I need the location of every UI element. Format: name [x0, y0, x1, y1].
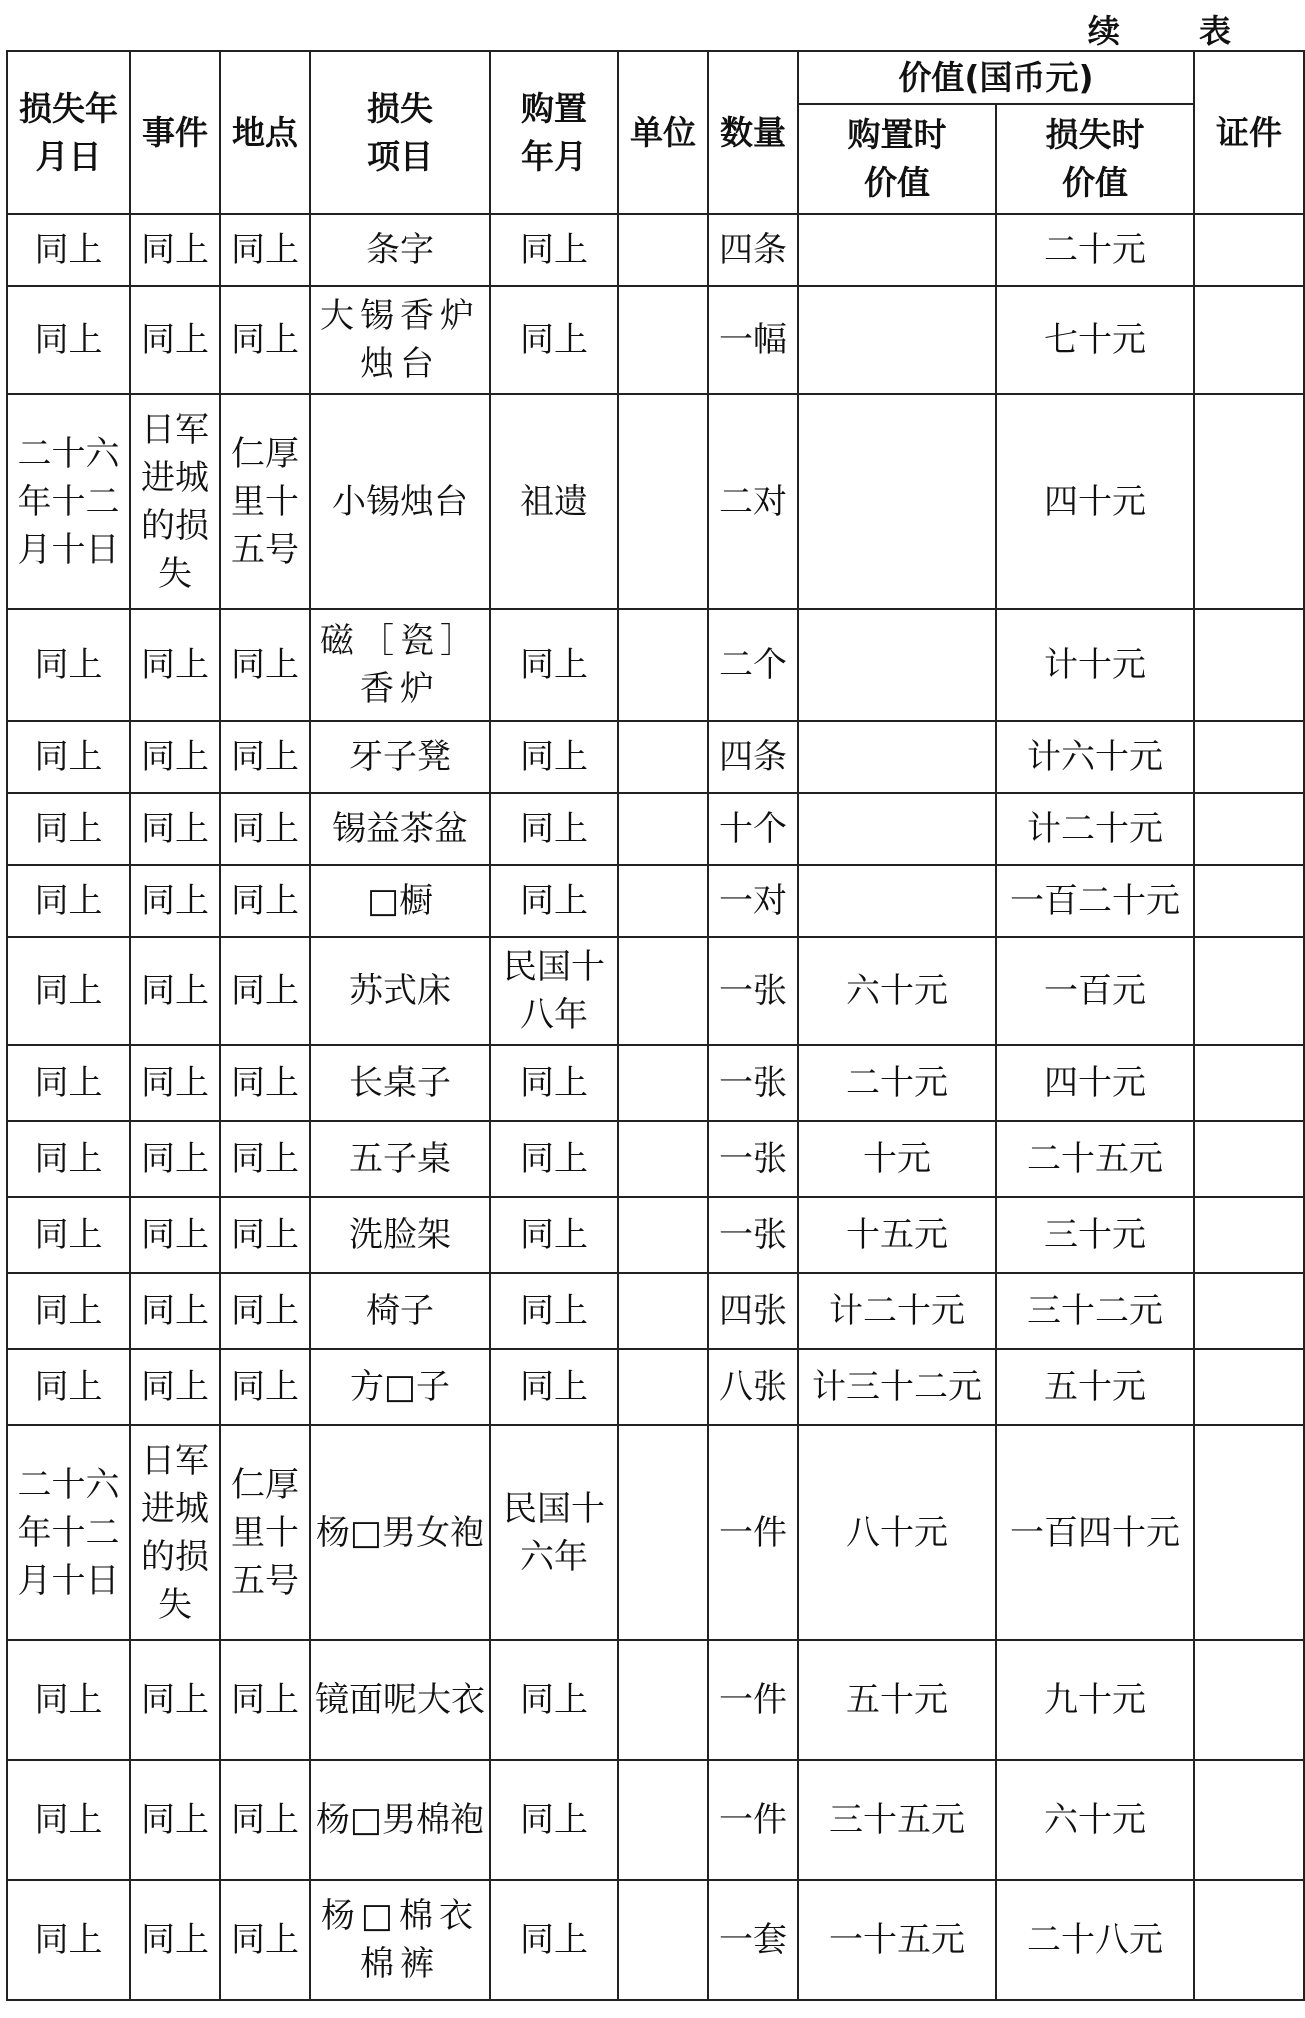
cell-event: 日军进城的损失	[130, 394, 220, 609]
cell-item: 小锡烛台	[310, 394, 490, 609]
cell-place: 同上	[220, 1349, 310, 1425]
cell-value-purchase: 二十元	[798, 1045, 996, 1121]
cell-quantity: 一件	[708, 1640, 798, 1760]
cell-item: 五子桌	[310, 1121, 490, 1197]
cell-value-loss: 一百元	[996, 937, 1194, 1045]
cell-value-purchase	[798, 286, 996, 394]
header-document: 证件	[1194, 51, 1304, 214]
cell-quantity: 一件	[708, 1760, 798, 1880]
cell-purchase-date: 同上	[490, 1045, 618, 1121]
cell-unit	[618, 1197, 708, 1273]
header-value-group: 价值(国币元)	[798, 51, 1194, 104]
cell-event: 同上	[130, 1760, 220, 1880]
table-row	[7, 793, 1304, 865]
header-date: 损失年 月日	[7, 51, 130, 214]
cell-event: 同上	[130, 1197, 220, 1273]
table-row	[7, 1640, 1304, 1760]
cell-value-purchase	[798, 721, 996, 793]
cell-date: 同上	[7, 865, 130, 937]
cell-event: 同上	[130, 286, 220, 394]
cell-document	[1194, 394, 1304, 609]
cell-place: 同上	[220, 214, 310, 286]
cell-place: 仁厚里十五号	[220, 1425, 310, 1640]
cell-quantity: 一件	[708, 1425, 798, 1640]
cell-value-purchase	[798, 394, 996, 609]
cell-date: 同上	[7, 1880, 130, 2000]
cell-place: 同上	[220, 1760, 310, 1880]
cell-place: 同上	[220, 609, 310, 721]
cell-value-loss: 四十元	[996, 394, 1194, 609]
cell-document	[1194, 1349, 1304, 1425]
cell-place: 同上	[220, 1197, 310, 1273]
cell-unit	[618, 793, 708, 865]
table-row	[7, 394, 1304, 609]
cell-unit	[618, 937, 708, 1045]
cell-purchase-date: 同上	[490, 609, 618, 721]
cell-value-loss: 四十元	[996, 1045, 1194, 1121]
cell-place: 同上	[220, 721, 310, 793]
cell-value-purchase	[798, 609, 996, 721]
cell-date: 同上	[7, 214, 130, 286]
cell-purchase-date: 同上	[490, 1273, 618, 1349]
cell-item: 条字	[310, 214, 490, 286]
cell-event: 同上	[130, 793, 220, 865]
cell-place: 同上	[220, 1045, 310, 1121]
cell-unit	[618, 1349, 708, 1425]
cell-date: 同上	[7, 609, 130, 721]
cell-date: 同上	[7, 286, 130, 394]
cell-item: 方□子	[310, 1349, 490, 1425]
cell-purchase-date: 民国十六年	[490, 1425, 618, 1640]
cell-unit	[618, 1121, 708, 1197]
cell-purchase-date: 祖遗	[490, 394, 618, 609]
table-row	[7, 609, 1304, 721]
cell-item: 苏式床	[310, 937, 490, 1045]
cell-item: 洗脸架	[310, 1197, 490, 1273]
cell-unit	[618, 721, 708, 793]
cell-value-loss: 二十五元	[996, 1121, 1194, 1197]
table-row	[7, 1045, 1304, 1121]
cell-unit	[618, 1425, 708, 1640]
cell-date: 同上	[7, 1273, 130, 1349]
cell-value-loss: 二十八元	[996, 1880, 1194, 2000]
cell-date: 同上	[7, 1349, 130, 1425]
cell-purchase-date: 同上	[490, 286, 618, 394]
cell-value-loss: 计二十元	[996, 793, 1194, 865]
cell-purchase-date: 同上	[490, 721, 618, 793]
cell-purchase-date: 同上	[490, 1640, 618, 1760]
cell-value-purchase: 六十元	[798, 937, 996, 1045]
cell-unit	[618, 214, 708, 286]
table-row	[7, 1425, 1304, 1640]
cell-event: 同上	[130, 1273, 220, 1349]
table-row	[7, 721, 1304, 793]
cell-document	[1194, 1640, 1304, 1760]
header-value-purchase: 购置时 价值	[798, 104, 996, 214]
header-unit: 单位	[618, 51, 708, 214]
table-row	[7, 286, 1304, 394]
table-row	[7, 1121, 1304, 1197]
cell-quantity: 四条	[708, 214, 798, 286]
cell-place: 仁厚里十五号	[220, 394, 310, 609]
cell-document	[1194, 937, 1304, 1045]
cell-value-purchase	[798, 793, 996, 865]
cell-item: 磁［瓷］香炉	[310, 609, 490, 721]
header-value-loss: 损失时 价值	[996, 104, 1194, 214]
cell-value-loss: 七十元	[996, 286, 1194, 394]
cell-value-purchase: 十元	[798, 1121, 996, 1197]
cell-date: 同上	[7, 1640, 130, 1760]
cell-date: 同上	[7, 937, 130, 1045]
cell-document	[1194, 1045, 1304, 1121]
cell-place: 同上	[220, 1880, 310, 2000]
cell-unit	[618, 865, 708, 937]
cell-value-loss: 三十二元	[996, 1273, 1194, 1349]
cell-document	[1194, 1273, 1304, 1349]
cell-date: 同上	[7, 1197, 130, 1273]
cell-event: 同上	[130, 721, 220, 793]
cell-purchase-date: 同上	[490, 214, 618, 286]
cell-unit	[618, 394, 708, 609]
cell-document	[1194, 721, 1304, 793]
header-quantity: 数量	[708, 51, 798, 214]
cell-item: 长桌子	[310, 1045, 490, 1121]
table-row	[7, 1197, 1304, 1273]
cell-value-purchase: 计三十二元	[798, 1349, 996, 1425]
header-place: 地点	[220, 51, 310, 214]
cell-value-purchase	[798, 214, 996, 286]
cell-value-loss: 二十元	[996, 214, 1194, 286]
cell-place: 同上	[220, 1273, 310, 1349]
cell-item: 杨□男女袍	[310, 1425, 490, 1640]
cell-event: 同上	[130, 1349, 220, 1425]
header-item: 损失 项目	[310, 51, 490, 214]
cell-value-purchase	[798, 865, 996, 937]
table-row	[7, 1349, 1304, 1425]
cell-document	[1194, 793, 1304, 865]
cell-event: 同上	[130, 609, 220, 721]
cell-purchase-date: 同上	[490, 1197, 618, 1273]
cell-value-loss: 九十元	[996, 1640, 1194, 1760]
cell-date: 同上	[7, 793, 130, 865]
cell-place: 同上	[220, 865, 310, 937]
table-row	[7, 1760, 1304, 1880]
cell-document	[1194, 214, 1304, 286]
cell-document	[1194, 286, 1304, 394]
ledger-body	[7, 214, 1304, 2000]
cell-purchase-date: 民国十八年	[490, 937, 618, 1045]
cell-document	[1194, 1197, 1304, 1273]
cell-date: 二十六年十二月十日	[7, 1425, 130, 1640]
cell-place: 同上	[220, 1121, 310, 1197]
cell-quantity: 十个	[708, 793, 798, 865]
cell-unit	[618, 609, 708, 721]
cell-event: 同上	[130, 1121, 220, 1197]
cell-quantity: 二对	[708, 394, 798, 609]
loss-ledger-table	[6, 50, 1305, 2001]
header-event: 事件	[130, 51, 220, 214]
table-row	[7, 214, 1304, 286]
cell-quantity: 一幅	[708, 286, 798, 394]
cell-purchase-date: 同上	[490, 1349, 618, 1425]
cell-document	[1194, 865, 1304, 937]
cell-value-loss: 三十元	[996, 1197, 1194, 1273]
cell-quantity: 四张	[708, 1273, 798, 1349]
cell-quantity: 一套	[708, 1880, 798, 2000]
cell-document	[1194, 1880, 1304, 2000]
cell-value-purchase: 五十元	[798, 1640, 996, 1760]
cell-unit	[618, 1273, 708, 1349]
cell-value-purchase: 一十五元	[798, 1880, 996, 2000]
cell-date: 同上	[7, 1121, 130, 1197]
cell-place: 同上	[220, 286, 310, 394]
cell-quantity: 一张	[708, 1045, 798, 1121]
cell-purchase-date: 同上	[490, 1880, 618, 2000]
cell-event: 同上	[130, 214, 220, 286]
cell-document	[1194, 1121, 1304, 1197]
cell-value-purchase: 十五元	[798, 1197, 996, 1273]
cell-item: □橱	[310, 865, 490, 937]
cell-document	[1194, 1760, 1304, 1880]
cell-unit	[618, 1760, 708, 1880]
table-row	[7, 1880, 1304, 2000]
cell-value-loss: 五十元	[996, 1349, 1194, 1425]
cell-unit	[618, 1880, 708, 2000]
cell-document	[1194, 609, 1304, 721]
cell-item: 锡益茶盆	[310, 793, 490, 865]
cell-value-loss: 一百二十元	[996, 865, 1194, 937]
cell-place: 同上	[220, 793, 310, 865]
cell-item: 杨□棉衣棉裤	[310, 1880, 490, 2000]
cell-value-purchase: 三十五元	[798, 1760, 996, 1880]
cell-purchase-date: 同上	[490, 1121, 618, 1197]
cell-quantity: 一张	[708, 937, 798, 1045]
cell-event: 同上	[130, 1045, 220, 1121]
cell-value-loss: 六十元	[996, 1760, 1194, 1880]
cell-quantity: 一张	[708, 1197, 798, 1273]
cell-quantity: 四条	[708, 721, 798, 793]
cell-item: 大锡香炉烛台	[310, 286, 490, 394]
cell-purchase-date: 同上	[490, 1760, 618, 1880]
cell-event: 同上	[130, 865, 220, 937]
cell-item: 杨□男棉袍	[310, 1760, 490, 1880]
cell-purchase-date: 同上	[490, 793, 618, 865]
cell-value-purchase: 八十元	[798, 1425, 996, 1640]
cell-unit	[618, 286, 708, 394]
cell-item: 镜面呢大衣	[310, 1640, 490, 1760]
cell-value-loss: 计十元	[996, 609, 1194, 721]
cell-quantity: 二个	[708, 609, 798, 721]
cell-date: 二十六年十二月十日	[7, 394, 130, 609]
cell-value-loss: 计六十元	[996, 721, 1194, 793]
cell-event: 同上	[130, 1640, 220, 1760]
cell-place: 同上	[220, 937, 310, 1045]
continued-label: 续 表	[1087, 12, 1265, 50]
table-row	[7, 1273, 1304, 1349]
cell-value-loss: 一百四十元	[996, 1425, 1194, 1640]
table-row	[7, 937, 1304, 1045]
cell-value-purchase: 计二十元	[798, 1273, 996, 1349]
cell-document	[1194, 1425, 1304, 1640]
cell-unit	[618, 1640, 708, 1760]
cell-item: 椅子	[310, 1273, 490, 1349]
table-row	[7, 865, 1304, 937]
cell-event: 同上	[130, 1880, 220, 2000]
cell-purchase-date: 同上	[490, 865, 618, 937]
cell-quantity: 八张	[708, 1349, 798, 1425]
cell-place: 同上	[220, 1640, 310, 1760]
cell-item: 牙子凳	[310, 721, 490, 793]
cell-event: 同上	[130, 937, 220, 1045]
cell-event: 日军进城的损失	[130, 1425, 220, 1640]
cell-date: 同上	[7, 721, 130, 793]
cell-date: 同上	[7, 1760, 130, 1880]
cell-quantity: 一对	[708, 865, 798, 937]
cell-unit	[618, 1045, 708, 1121]
cell-date: 同上	[7, 1045, 130, 1121]
header-purchase-date: 购置 年月	[490, 51, 618, 214]
cell-quantity: 一张	[708, 1121, 798, 1197]
